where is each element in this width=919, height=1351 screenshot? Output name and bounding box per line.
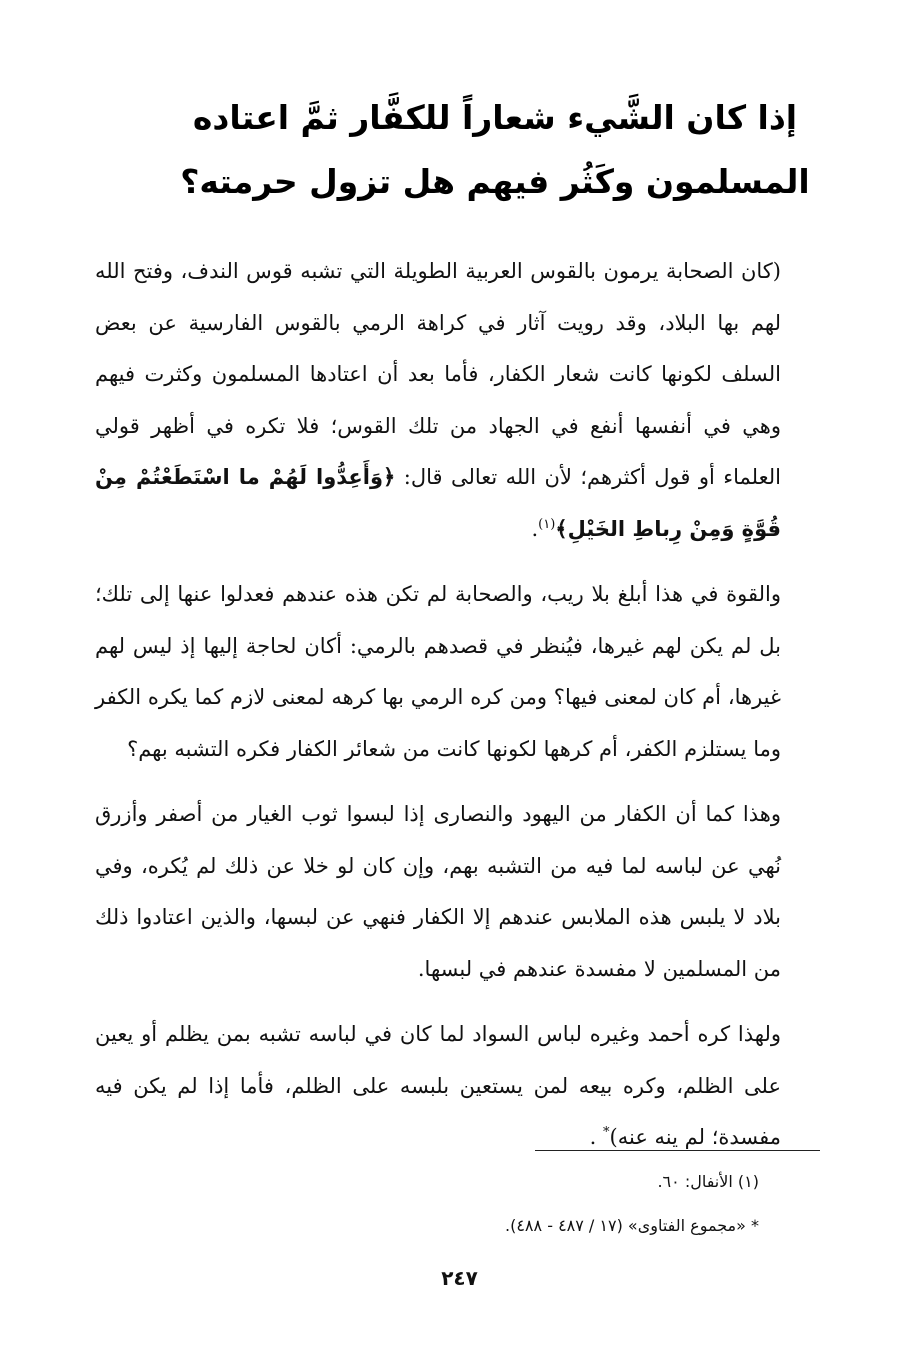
quran-verse: ﴿وَأَعِدُّوا لَهُمْ ما اسْتَطَعْتُمْ مِنْ قُوَّةٍ وَمِنْ رِباطِ الخَيْلِ﴾: [95, 465, 781, 541]
paragraph-1-end: .: [531, 516, 539, 541]
footnote-ref-1: (١): [538, 516, 556, 532]
page-title: [95, 86, 825, 214]
paragraph-3: وهذا كما أن الكفار من اليهود والنصارى إذا لبسوا ثوب الغيار من أصفر وأزرق نُهي عن لباسه لما فيه من التشبه بهم، وإن كان لو خلا عن ذلك لم يُكره، وفي بلاد لا يلبس هذه الملابس عندهم إلا الكفار فنهي عن لبسها، والذين اعتادوا ذلك من المسلمين لا مفسدة عندهم في لبسها.: [95, 802, 781, 981]
footnote-1: (١) الأنفال: ٦٠.: [657, 1172, 759, 1191]
paragraph-1-text: (كان الصحابة يرمون بالقوس العربية الطويلة التي تشبه قوس الندف، وفتح الله لهم بها البلاد، وقد رويت آثار في كراهة الرمي بالقوس الفارسية عن بعض السلف لكونها كانت شعار الكفار، فأما بعد أن اعتادها المسلمون وكثرت فيهم وهي في أنفسها أنفع في الجهاد من تلك القوس؛ فلا تكره في أظهر قولي العلماء أو قول أكثرهم؛ لأن الله تعالى قال:: [95, 259, 781, 489]
title-line-2: المسلمون وكَثُر فيهم هل تزول حرمته؟: [180, 162, 810, 201]
page-number: ٢٤٧: [441, 1266, 478, 1290]
title-line-1: إذا كان الشَّيء شعاراً للكفَّار ثمَّ اعتاده: [192, 98, 798, 137]
footnotes: [505, 1160, 759, 1248]
paragraph-2: والقوة في هذا أبلغ بلا ريب، والصحابة لم تكن هذه عندهم فعدلوا عنها إلى تلك؛ بل لم يكن لهم غيرها، فيُنظر في قصدهم بالرمي: أكان لحاجة إليها إذ ليس لهم غيرها، أم كان لمعنى فيها؟ ومن كره الرمي بها كرهه لمعنى لازم كما يكره الكفر وما يستلزم الكفر، أم كرهها لكونها كانت من شعائر الكفار فكره التشبه بهم؟: [95, 582, 781, 761]
footnote-mark-star: *: [603, 1125, 610, 1140]
footnote-2: * «مجموع الفتاوى» (١٧ / ٤٨٧ - ٤٨٨).: [505, 1216, 759, 1235]
paragraph-1: [95, 246, 825, 555]
paragraph-4: [95, 1009, 825, 1164]
page-body: [95, 86, 825, 1164]
paragraph-4-text: ولهذا كره أحمد وغيره لباس السواد لما كان في لباسه تشبه بمن يظلم أو يعين على الظلم، وكره بيعه لمن يستعين بلبسه على الظلم، فأما إذا لم يكن فيه مفسدة؛ لم ينه عنه): [95, 1022, 781, 1149]
paragraph-4-end: .: [589, 1125, 604, 1149]
footnote-divider: [535, 1150, 820, 1151]
